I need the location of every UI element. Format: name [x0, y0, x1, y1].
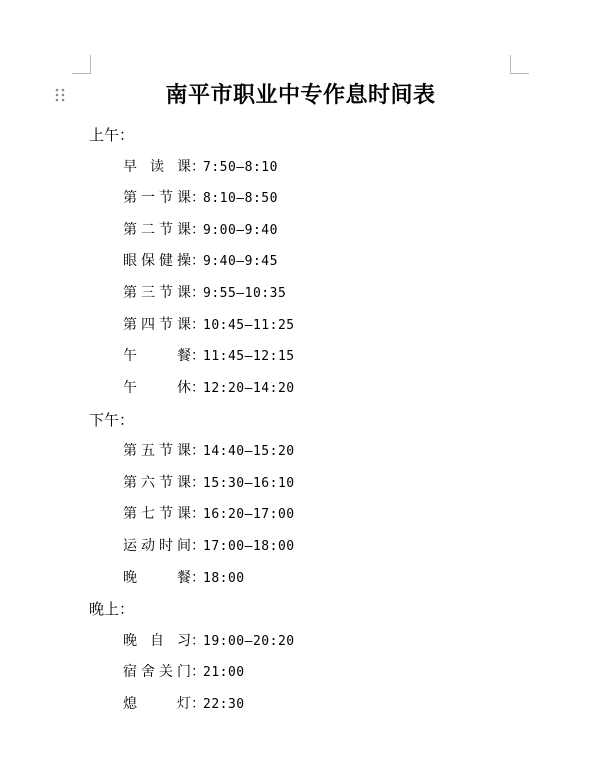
schedule-item-time: 7:50—8:10: [203, 160, 278, 175]
separator: ：: [191, 380, 205, 396]
margin-corner-mark-right: [510, 55, 529, 74]
schedule-item-name: 午餐: [123, 348, 191, 364]
schedule-row: [123, 378, 295, 399]
schedule-item-name: 第三节课: [123, 285, 191, 301]
schedule-item-time: 14:40—15:20: [203, 444, 295, 459]
separator: ：: [191, 443, 205, 459]
separator: ：: [191, 506, 205, 522]
schedule-item-time: 10:45—11:25: [203, 318, 295, 333]
schedule-row: [123, 346, 295, 367]
schedule-row: [123, 157, 278, 178]
separator: ：: [191, 253, 205, 269]
schedule-row: [123, 220, 278, 241]
schedule-item-name: 第四节课: [123, 317, 191, 333]
schedule-item-time: 16:20—17:00: [203, 507, 295, 522]
separator: ：: [191, 696, 205, 712]
schedule-item-time: 12:20—14:20: [203, 381, 295, 396]
schedule-row: [123, 536, 295, 557]
schedule-item-time: 18:00: [203, 571, 245, 586]
schedule-item-time: 19:00—20:20: [203, 634, 295, 649]
schedule-item-name: 第二节课: [123, 222, 191, 238]
schedule-row: [123, 631, 295, 652]
schedule-row: [123, 315, 295, 336]
schedule-item-time: 9:40—9:45: [203, 254, 278, 269]
schedule-item-time: 11:45—12:15: [203, 349, 295, 364]
schedule-row: [123, 662, 245, 683]
schedule-row: [123, 188, 278, 209]
schedule-item-name: 眼保健操: [123, 253, 191, 269]
schedule-item-time: 15:30—16:10: [203, 476, 295, 491]
separator: ：: [191, 475, 205, 491]
separator: ：: [191, 190, 205, 206]
schedule-row: [123, 568, 245, 589]
schedule-item-time: 9:00—9:40: [203, 223, 278, 238]
schedule-item-name: 宿舍关门: [123, 664, 191, 680]
document-title: 南平市职业中专作息时间表: [165, 82, 436, 108]
schedule-row: [123, 473, 295, 494]
separator: ：: [191, 570, 205, 586]
schedule-item-name: 早读课: [123, 159, 191, 175]
schedule-row: [123, 441, 295, 462]
separator: ：: [191, 538, 205, 554]
schedule-item-name: 第五节课: [123, 443, 191, 459]
separator: ：: [191, 317, 205, 333]
schedule-row: [123, 504, 295, 525]
separator: ：: [191, 664, 205, 680]
schedule-item-time: 8:10—8:50: [203, 191, 278, 206]
schedule-item-name: 第六节课: [123, 475, 191, 491]
schedule-row: [123, 694, 245, 715]
schedule-item-name: 晚餐: [123, 570, 191, 586]
schedule-item-time: 17:00—18:00: [203, 539, 295, 554]
margin-corner-mark-left: [72, 55, 91, 74]
separator: ：: [191, 633, 205, 649]
schedule-item-time: 22:30: [203, 697, 245, 712]
separator: ：: [191, 348, 205, 364]
schedule-item-time: 9:55—10:35: [203, 286, 287, 301]
section-label-evening: 晚上：: [89, 600, 135, 618]
section-label-afternoon: 下午：: [89, 411, 135, 429]
separator: ：: [191, 159, 205, 175]
separator: ：: [191, 285, 205, 301]
schedule-item-name: 午休: [123, 380, 191, 396]
schedule-item-name: 运动时间: [123, 538, 191, 554]
schedule-item-time: 21:00: [203, 665, 245, 680]
schedule-row: [123, 251, 278, 272]
schedule-item-name: 第一节课: [123, 190, 191, 206]
schedule-row: [123, 283, 286, 304]
schedule-item-name: 晚自习: [123, 633, 191, 649]
schedule-item-name: 第七节课: [123, 506, 191, 522]
section-label-morning: 上午：: [89, 126, 135, 144]
separator: ：: [191, 222, 205, 238]
schedule-item-name: 熄灯: [123, 696, 191, 712]
